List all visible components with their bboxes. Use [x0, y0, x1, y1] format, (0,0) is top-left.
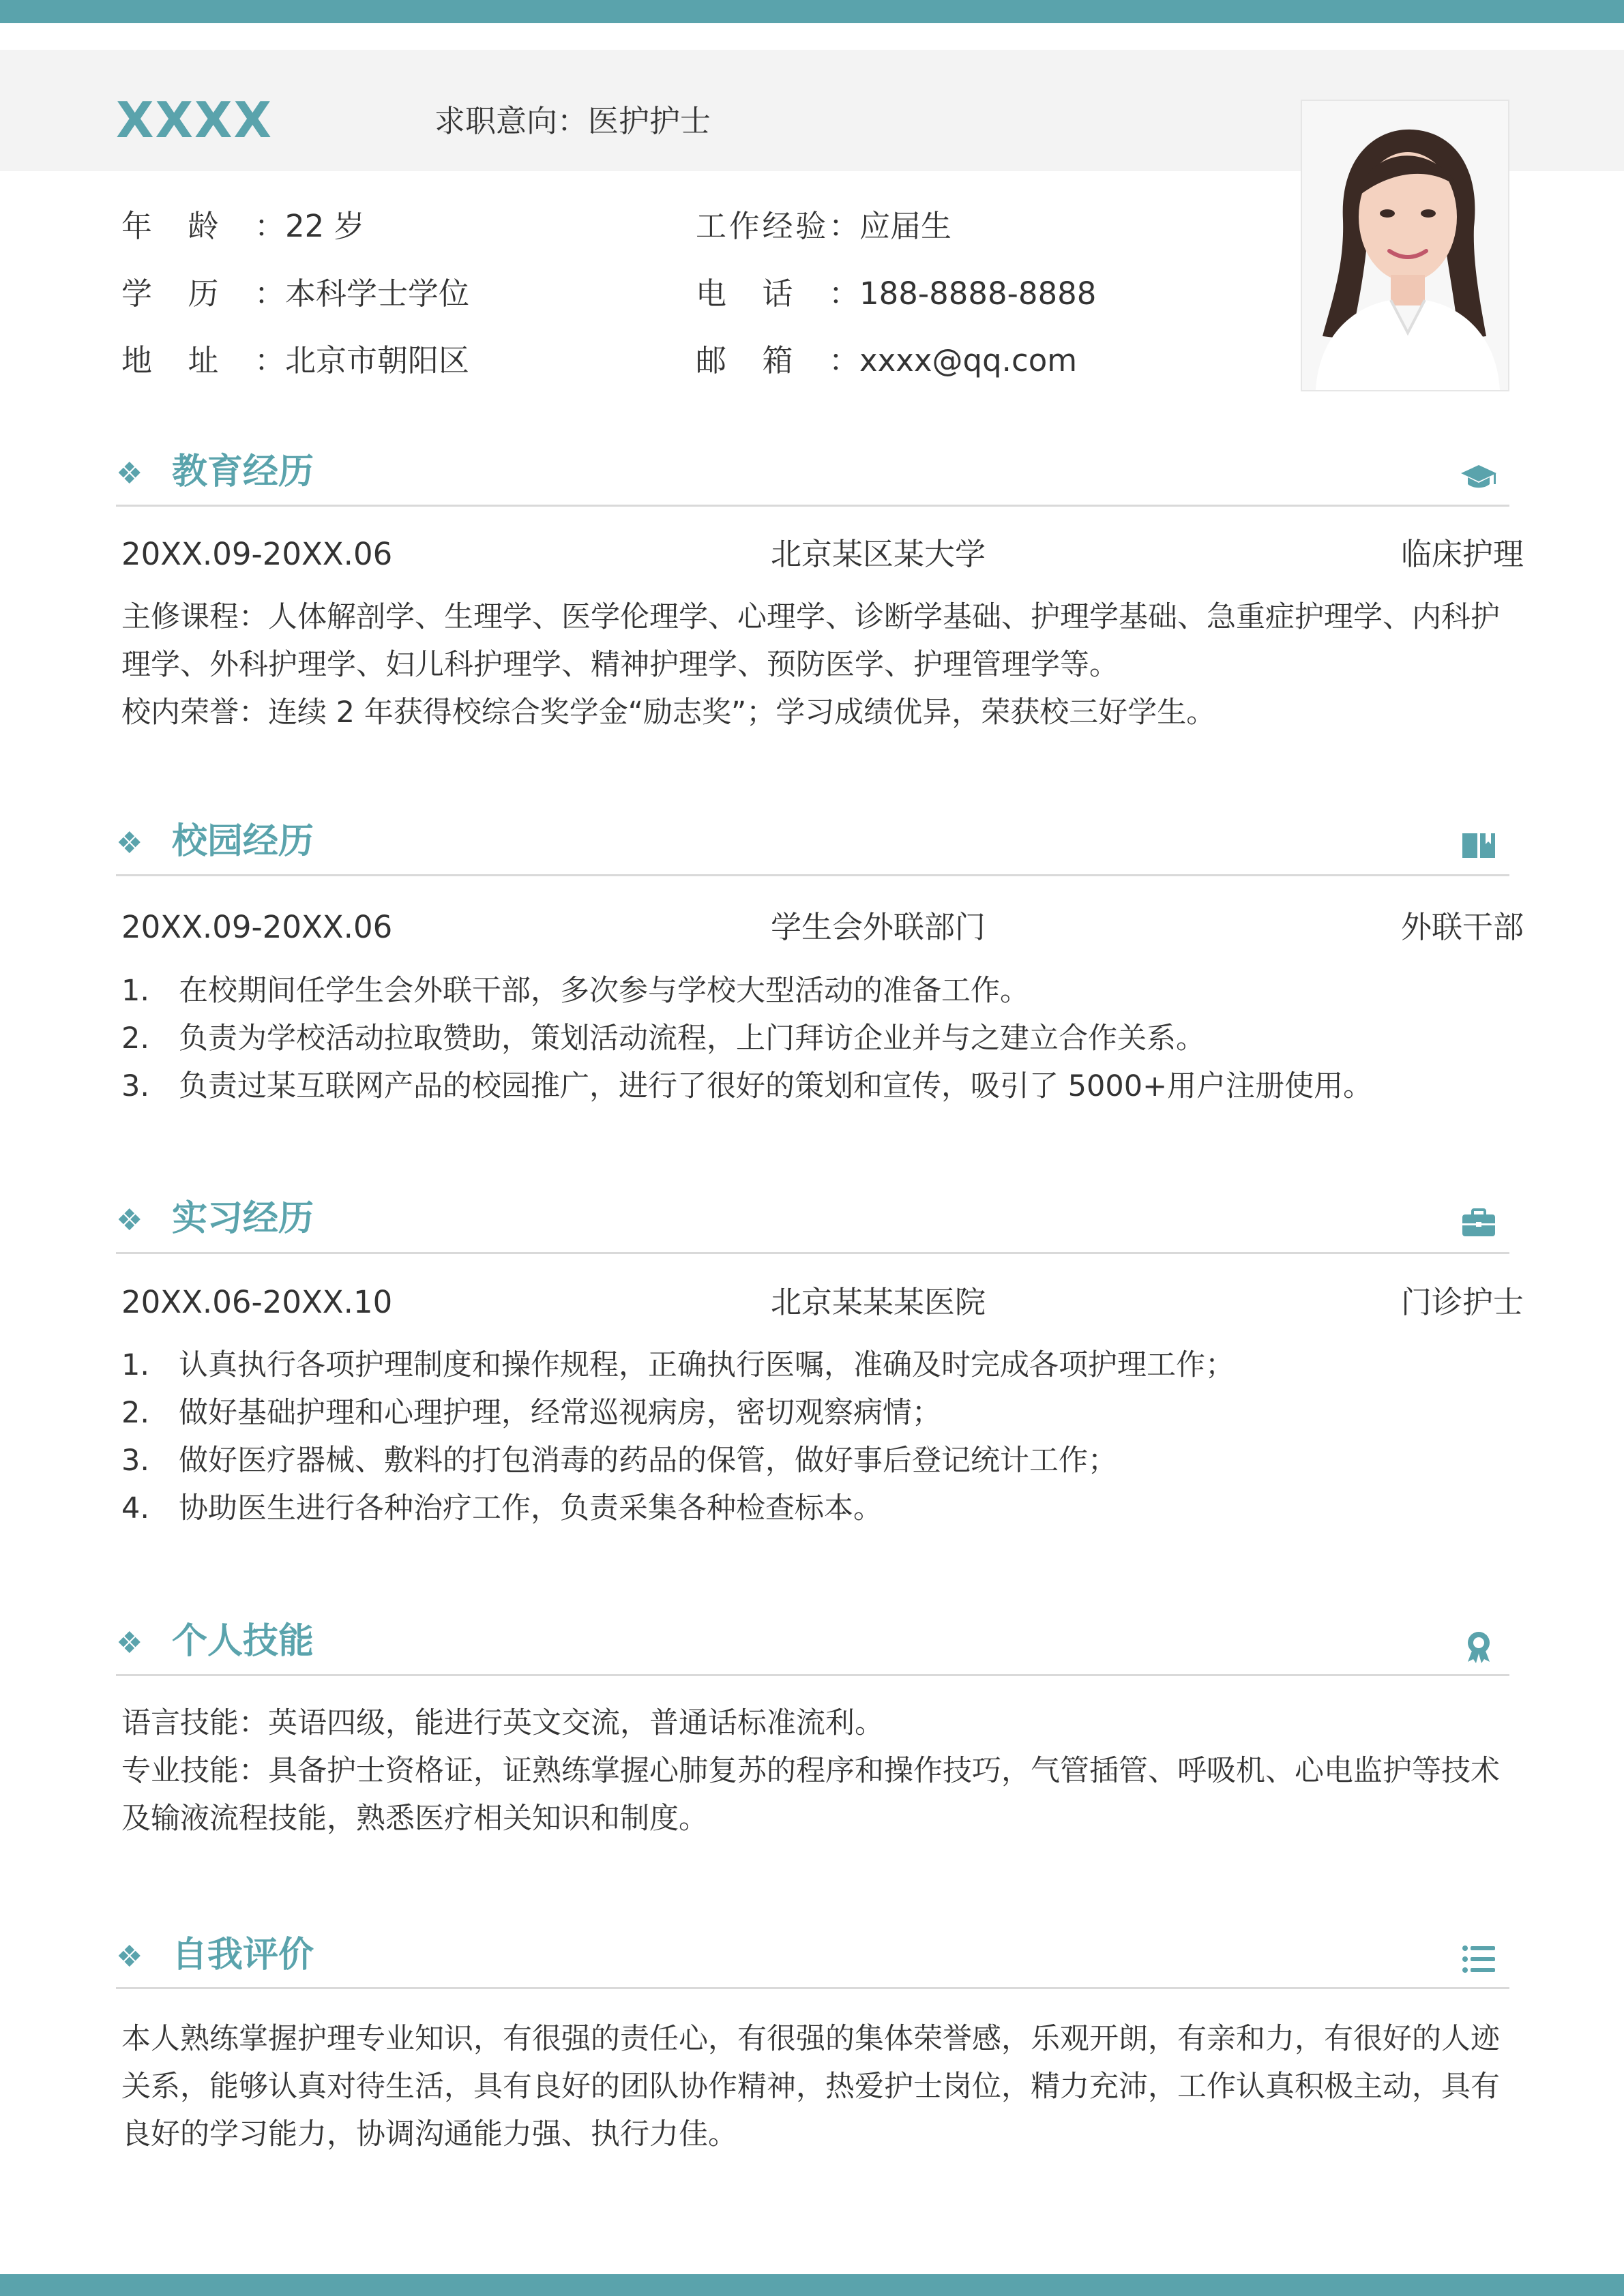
section-divider — [116, 1987, 1509, 1989]
list-item: 2. 做好基础护理和心理护理，经常巡视病房，密切观察病情； — [121, 1396, 941, 1430]
graduation-cap-icon — [1460, 457, 1498, 495]
list-item: 1. 在校期间任学生会外联干部，多次参与学校大型活动的准备工作。 — [121, 974, 1029, 1008]
phone-value: 188-8888-8888 — [859, 275, 1097, 312]
section-divider — [116, 1252, 1509, 1254]
skills-professional: 专业技能：具备护士资格证，证熟练掌握心肺复苏的程序和操作技巧，气管插管、呼吸机、心电监护等技术及输液流程技能，熟悉医疗相关知识和制度。 — [121, 1754, 1500, 1836]
diamond-icon: ❖ — [116, 1939, 143, 1974]
education-date: 20XX.09-20XX.06 — [121, 536, 393, 572]
info-phone — [696, 273, 1096, 314]
list-item: 4. 协助医生进行各种治疗工作，负责采集各种检查标本。 — [121, 1491, 883, 1525]
section-education-title: ❖ 教育经历 — [116, 450, 314, 496]
education-honors: 校内荣誉：连续 2 年获得校综合奖学金“励志奖”；学习成绩优异，荣获校三好学生。 — [121, 696, 1216, 730]
education-school: 北京某区某大学 — [771, 536, 986, 572]
info-experience — [696, 206, 951, 247]
email-value: xxxx@qq.com — [859, 342, 1078, 378]
list-item: 3. 负责过某互联网产品的校园推广，进行了很好的策划和宣传，吸引了 5000+用户注册使用。 — [121, 1069, 1373, 1103]
section-internship-title: ❖ 实习经历 — [116, 1197, 314, 1242]
email-label: 邮箱： — [696, 342, 859, 378]
section-skills-title: ❖ 个人技能 — [116, 1620, 314, 1665]
briefcase-icon — [1460, 1204, 1498, 1242]
experience-value: 应届生 — [859, 208, 952, 244]
campus-role: 外联干部 — [1401, 909, 1524, 945]
education-courses: 主修课程：人体解剖学、生理学、医学伦理学、心理学、诊断学基础、护理学基础、急重症护理学、内科护理学、外科护理学、妇儿科护理学、精神护理学、预防医学、护理管理学等。 — [121, 600, 1500, 682]
candidate-name: XXXX — [116, 91, 274, 149]
profile-photo — [1301, 100, 1509, 391]
internship-role: 门诊护士 — [1401, 1284, 1524, 1320]
list-item: 3. 做好医疗器械、敷料的打包消毒的药品的保管，做好事后登记统计工作； — [121, 1444, 1117, 1478]
diamond-icon: ❖ — [116, 1203, 143, 1238]
section-self-eval-title: ❖ 自我评价 — [116, 1933, 314, 1979]
phone-label: 电话： — [696, 275, 859, 312]
internship-list — [121, 1341, 1513, 1532]
info-education — [121, 273, 469, 314]
list-icon — [1460, 1940, 1498, 1978]
campus-list — [121, 967, 1513, 1110]
education-major: 临床护理 — [1401, 536, 1524, 572]
info-age — [121, 206, 365, 247]
campus-org: 学生会外联部门 — [771, 909, 986, 945]
list-item: 2. 负责为学校活动拉取赞助，策划活动流程，上门拜访企业并与之建立合作关系。 — [121, 1022, 1205, 1056]
diamond-icon: ❖ — [116, 456, 143, 491]
info-email — [696, 340, 1077, 381]
bottom-accent-bar — [0, 2274, 1624, 2296]
section-divider — [116, 874, 1509, 876]
self-eval-text: 本人熟练掌握护理专业知识，有很强的责任心，有很强的集体荣誉感，乐观开朗，有亲和力，有很好的人迹关系，能够认真对待生活，具有良好的团队协作精神，热爱护士岗位，精力充沛，工作认真积极主动，具有良好的学习能力，协调沟通能力强、执行力佳。 — [121, 2022, 1500, 2151]
list-item: 1. 认真执行各项护理制度和操作规程，正确执行医嘱，准确及时完成各项护理工作； — [121, 1348, 1235, 1382]
skills-language: 语言技能：英语四级，能进行英文交流，普通话标准流利。 — [121, 1706, 884, 1740]
info-address — [121, 340, 469, 381]
address-label: 地址： — [121, 342, 285, 378]
education-label: 学历： — [121, 275, 285, 312]
internship-org: 北京某某某医院 — [771, 1284, 986, 1320]
section-divider — [116, 1674, 1509, 1676]
diamond-icon: ❖ — [116, 1626, 143, 1660]
age-value: 22 岁 — [285, 208, 365, 244]
age-label: 年龄： — [121, 208, 285, 244]
diamond-icon: ❖ — [116, 826, 143, 861]
address-value: 北京市朝阳区 — [285, 342, 470, 378]
job-intent: 求职意向：医护护士 — [434, 103, 711, 139]
portrait-illustration — [1302, 101, 1508, 390]
internship-date: 20XX.06-20XX.10 — [121, 1284, 393, 1320]
top-accent-bar — [0, 0, 1624, 23]
education-value: 本科学士学位 — [285, 275, 470, 312]
experience-label: 工作经验： — [696, 208, 859, 244]
campus-date: 20XX.09-20XX.06 — [121, 909, 393, 945]
section-campus-title: ❖ 校园经历 — [116, 820, 314, 865]
section-divider — [116, 505, 1509, 507]
book-icon — [1460, 825, 1498, 863]
award-icon — [1460, 1626, 1498, 1665]
